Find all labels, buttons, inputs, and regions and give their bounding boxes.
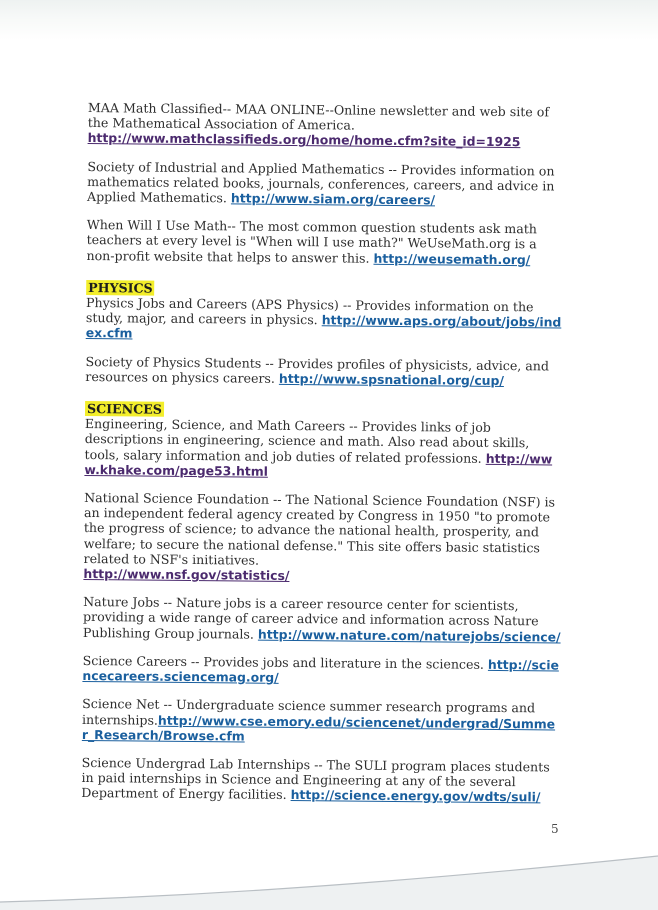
entry-siam	[87, 159, 565, 209]
entry-description: When Will I Use Math-- The most common question students ask math teachers at every level is "When will I use math?" WeUseMath.org is a non-profit website that helps to answer this.	[86, 217, 538, 266]
entry-description: Society of Industrial and Applied Mathematics -- Provides information on mathematics related books, journals, conferences, careers, and advice in Applied Mathematics.	[87, 158, 555, 206]
section-heading-physics: PHYSICS	[86, 280, 155, 296]
entry-link[interactable]: http://www.mathclassifieds.org/home/home.cfm?site_id=1925	[87, 130, 521, 150]
entry-description: Science Undergrad Lab Internships -- The SULI program places students in paid internships in Science and Engineering at any of the several Department of Energy facilities.	[81, 754, 550, 803]
entry-aps-physics	[86, 295, 564, 345]
entry-science-undergrad-lab-internships	[81, 755, 559, 805]
entry-link[interactable]: http://www.nsf.gov/statistics/	[83, 566, 290, 584]
entry-nature-jobs	[83, 594, 561, 644]
entry-description: Science Careers -- Provides jobs and literature in the sciences.	[82, 652, 485, 672]
entry-description: Physics Jobs and Careers (APS Physics) -- Provides information on the study, major, and careers in physics.	[85, 295, 534, 328]
entry-link[interactable]: http://www.khake.com/page53.html	[84, 450, 553, 479]
entry-link[interactable]: http://www.siam.org/careers/	[230, 190, 436, 208]
entry-link[interactable]: http://www.nature.com/naturejobs/science/	[257, 626, 561, 645]
entry-link[interactable]: http://sciencecareers.sciencemag.org/	[82, 656, 559, 685]
entry-description: MAA Math Classified-- MAA ONLINE--Online newsletter and web site of the Mathematical Association of America.	[87, 100, 550, 133]
entry-national-science-foundation	[83, 490, 562, 586]
entry-link[interactable]: http://www.cse.emory.edu/sciencenet/undergrad/Summer_Research/Browse.cfm	[81, 712, 556, 744]
page-content	[81, 100, 566, 818]
entry-society-of-physics-students	[85, 354, 563, 389]
entry-link[interactable]: http://www.aps.org/about/jobs/index.cfm	[85, 312, 562, 341]
page-curl-shadow	[0, 850, 658, 910]
entry-maa-math-classified	[88, 100, 566, 150]
entry-link[interactable]: http://weusemath.org/	[373, 250, 531, 267]
entry-science-careers	[82, 653, 560, 688]
entry-description: Engineering, Science, and Math Careers -- Provides links of job descriptions in engineering, science and math. Also read about skills, tools, salary information and job duties of related professions.	[84, 416, 530, 466]
entry-description: Nature Jobs -- Nature jobs is a career resource center for scientists, providing a wide range of career advice and information across Nature Publishing Group journals.	[82, 594, 539, 642]
entry-link[interactable]: http://www.spsnational.org/cup/	[278, 370, 505, 388]
entry-science-net	[82, 696, 560, 746]
entry-description: National Science Foundation -- The National Science Foundation (NSF) is an independent federal agency created by Congress in 1950 "to promote the progress of science; to advance the national health, prosperity, and welfare; to secure the national defense." This site offers basic statistics related to NSF's initiatives.	[83, 490, 556, 568]
entry-link[interactable]: http://science.energy.gov/wdts/suli/	[290, 787, 541, 805]
page-number: 5	[551, 822, 559, 836]
entry-engineering-science-math-careers	[84, 416, 563, 481]
sciences-section	[81, 397, 563, 805]
entry-description: Society of Physics Students -- Provides profiles of physicists, advice, and resources on physics careers.	[85, 353, 550, 386]
physics-section	[85, 276, 564, 389]
entry-when-will-i-use-math	[86, 217, 564, 267]
section-heading-sciences: SCIENCES	[85, 401, 164, 417]
entry-description: Science Net -- Undergraduate science summer research programs and internships.	[81, 696, 536, 728]
